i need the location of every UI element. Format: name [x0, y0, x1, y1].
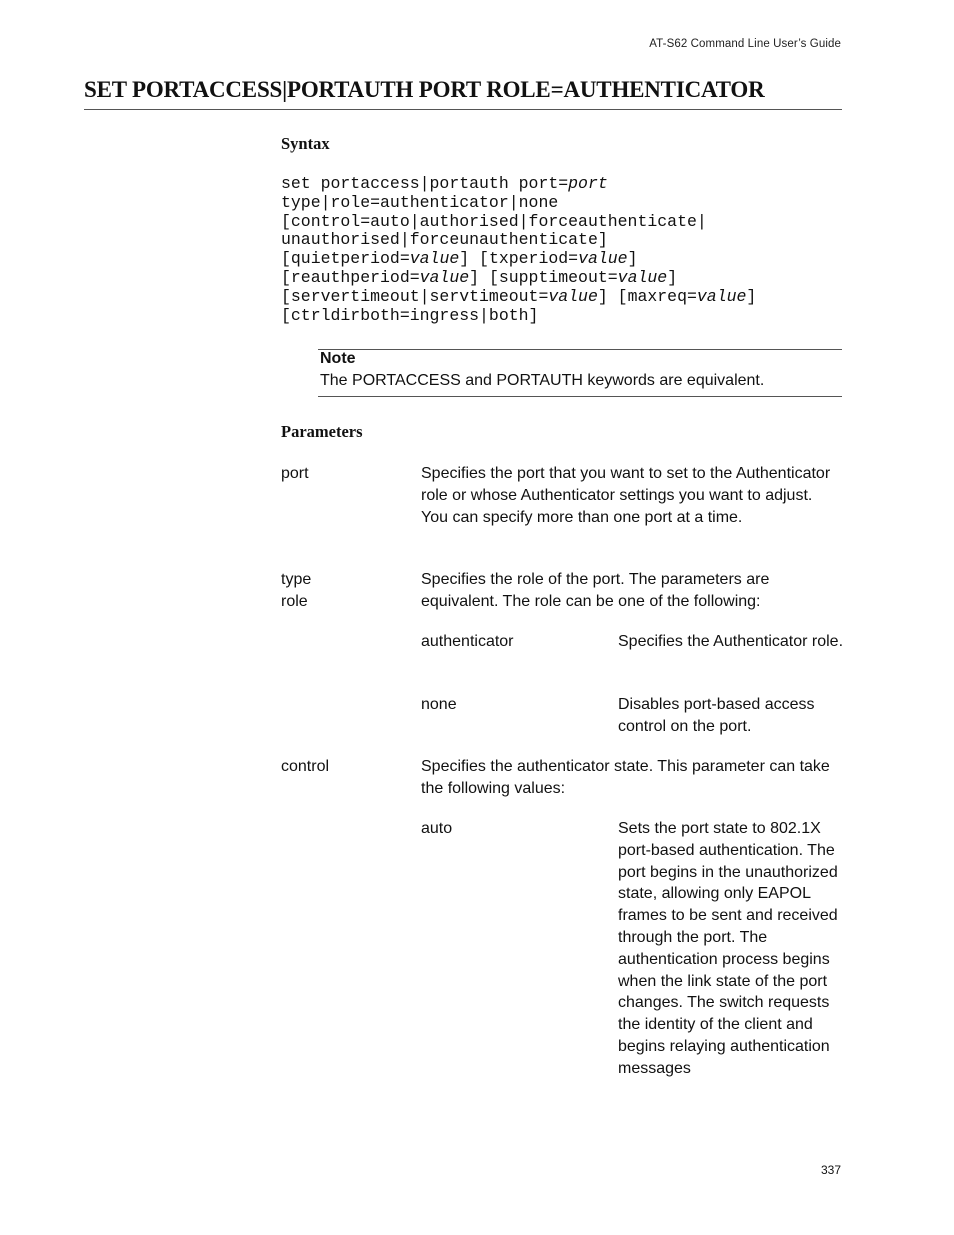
option-desc-authenticator: Specifies the Authenticator role. — [618, 633, 844, 650]
syntax-line: [servertimeout|servtimeout=value] [maxreq=value] — [281, 286, 757, 306]
syntax-heading: Syntax — [281, 134, 330, 153]
option-name-authenticator: authenticator — [421, 633, 514, 650]
syntax-line: [quietperiod=value] [txperiod=value] — [281, 249, 638, 269]
option-name-none: none — [421, 696, 457, 713]
syntax-line: type|role=authenticator|none — [281, 192, 559, 212]
note-top-rule — [318, 349, 842, 350]
option-desc-auto: Sets the port state to 802.1X port-based authentication. The port begins in the unauthorized state, allowing only EAPOL frames to be sent and received through the port. The authentication process begins when the link state of the port changes. The switch requests the identity of the client and begins relaying authentication messages — [618, 820, 838, 1077]
param-desc-port: Specifies the port that you want to set to the Authenticator role or whose Authenticator settings you want to adjust. You can specify more than one port at a time. — [421, 465, 831, 526]
note-bottom-rule — [318, 396, 842, 397]
param-name-type: type — [281, 571, 312, 588]
param-name-control: control — [281, 758, 330, 775]
syntax-line: unauthorised|forceunauthenticate] — [281, 230, 608, 250]
title-rule — [84, 109, 842, 110]
running-header: AT-S62 Command Line User’s Guide — [649, 38, 841, 50]
param-name-port: port — [281, 465, 309, 482]
syntax-line: [ctrldirboth=ingress|both] — [281, 305, 539, 325]
note-label: Note — [320, 350, 356, 367]
page-title: SET PORTACCESS|PORTAUTH PORT ROLE=AUTHENTICATOR — [84, 77, 765, 102]
param-desc-type: Specifies the role of the port. The parameters are equivalent. The role can be one of the following: — [421, 571, 770, 610]
param-name-role: role — [281, 593, 308, 610]
note-text: The PORTACCESS and PORTAUTH keywords are equivalent. — [320, 372, 765, 389]
option-desc-none: Disables port-based access control on the port. — [618, 696, 815, 735]
page-number: 337 — [820, 1163, 841, 1177]
parameters-heading: Parameters — [281, 422, 363, 441]
syntax-line: set portaccess|portauth port=port — [281, 174, 608, 193]
option-name-auto: auto — [421, 820, 453, 837]
param-desc-control: Specifies the authenticator state. This parameter can take the following values: — [421, 758, 830, 797]
syntax-line: [reauthperiod=value] [supptimeout=value] — [281, 267, 678, 287]
syntax-line: [control=auto|authorised|forceauthenticate| — [281, 211, 707, 231]
syntax-block — [281, 175, 756, 325]
